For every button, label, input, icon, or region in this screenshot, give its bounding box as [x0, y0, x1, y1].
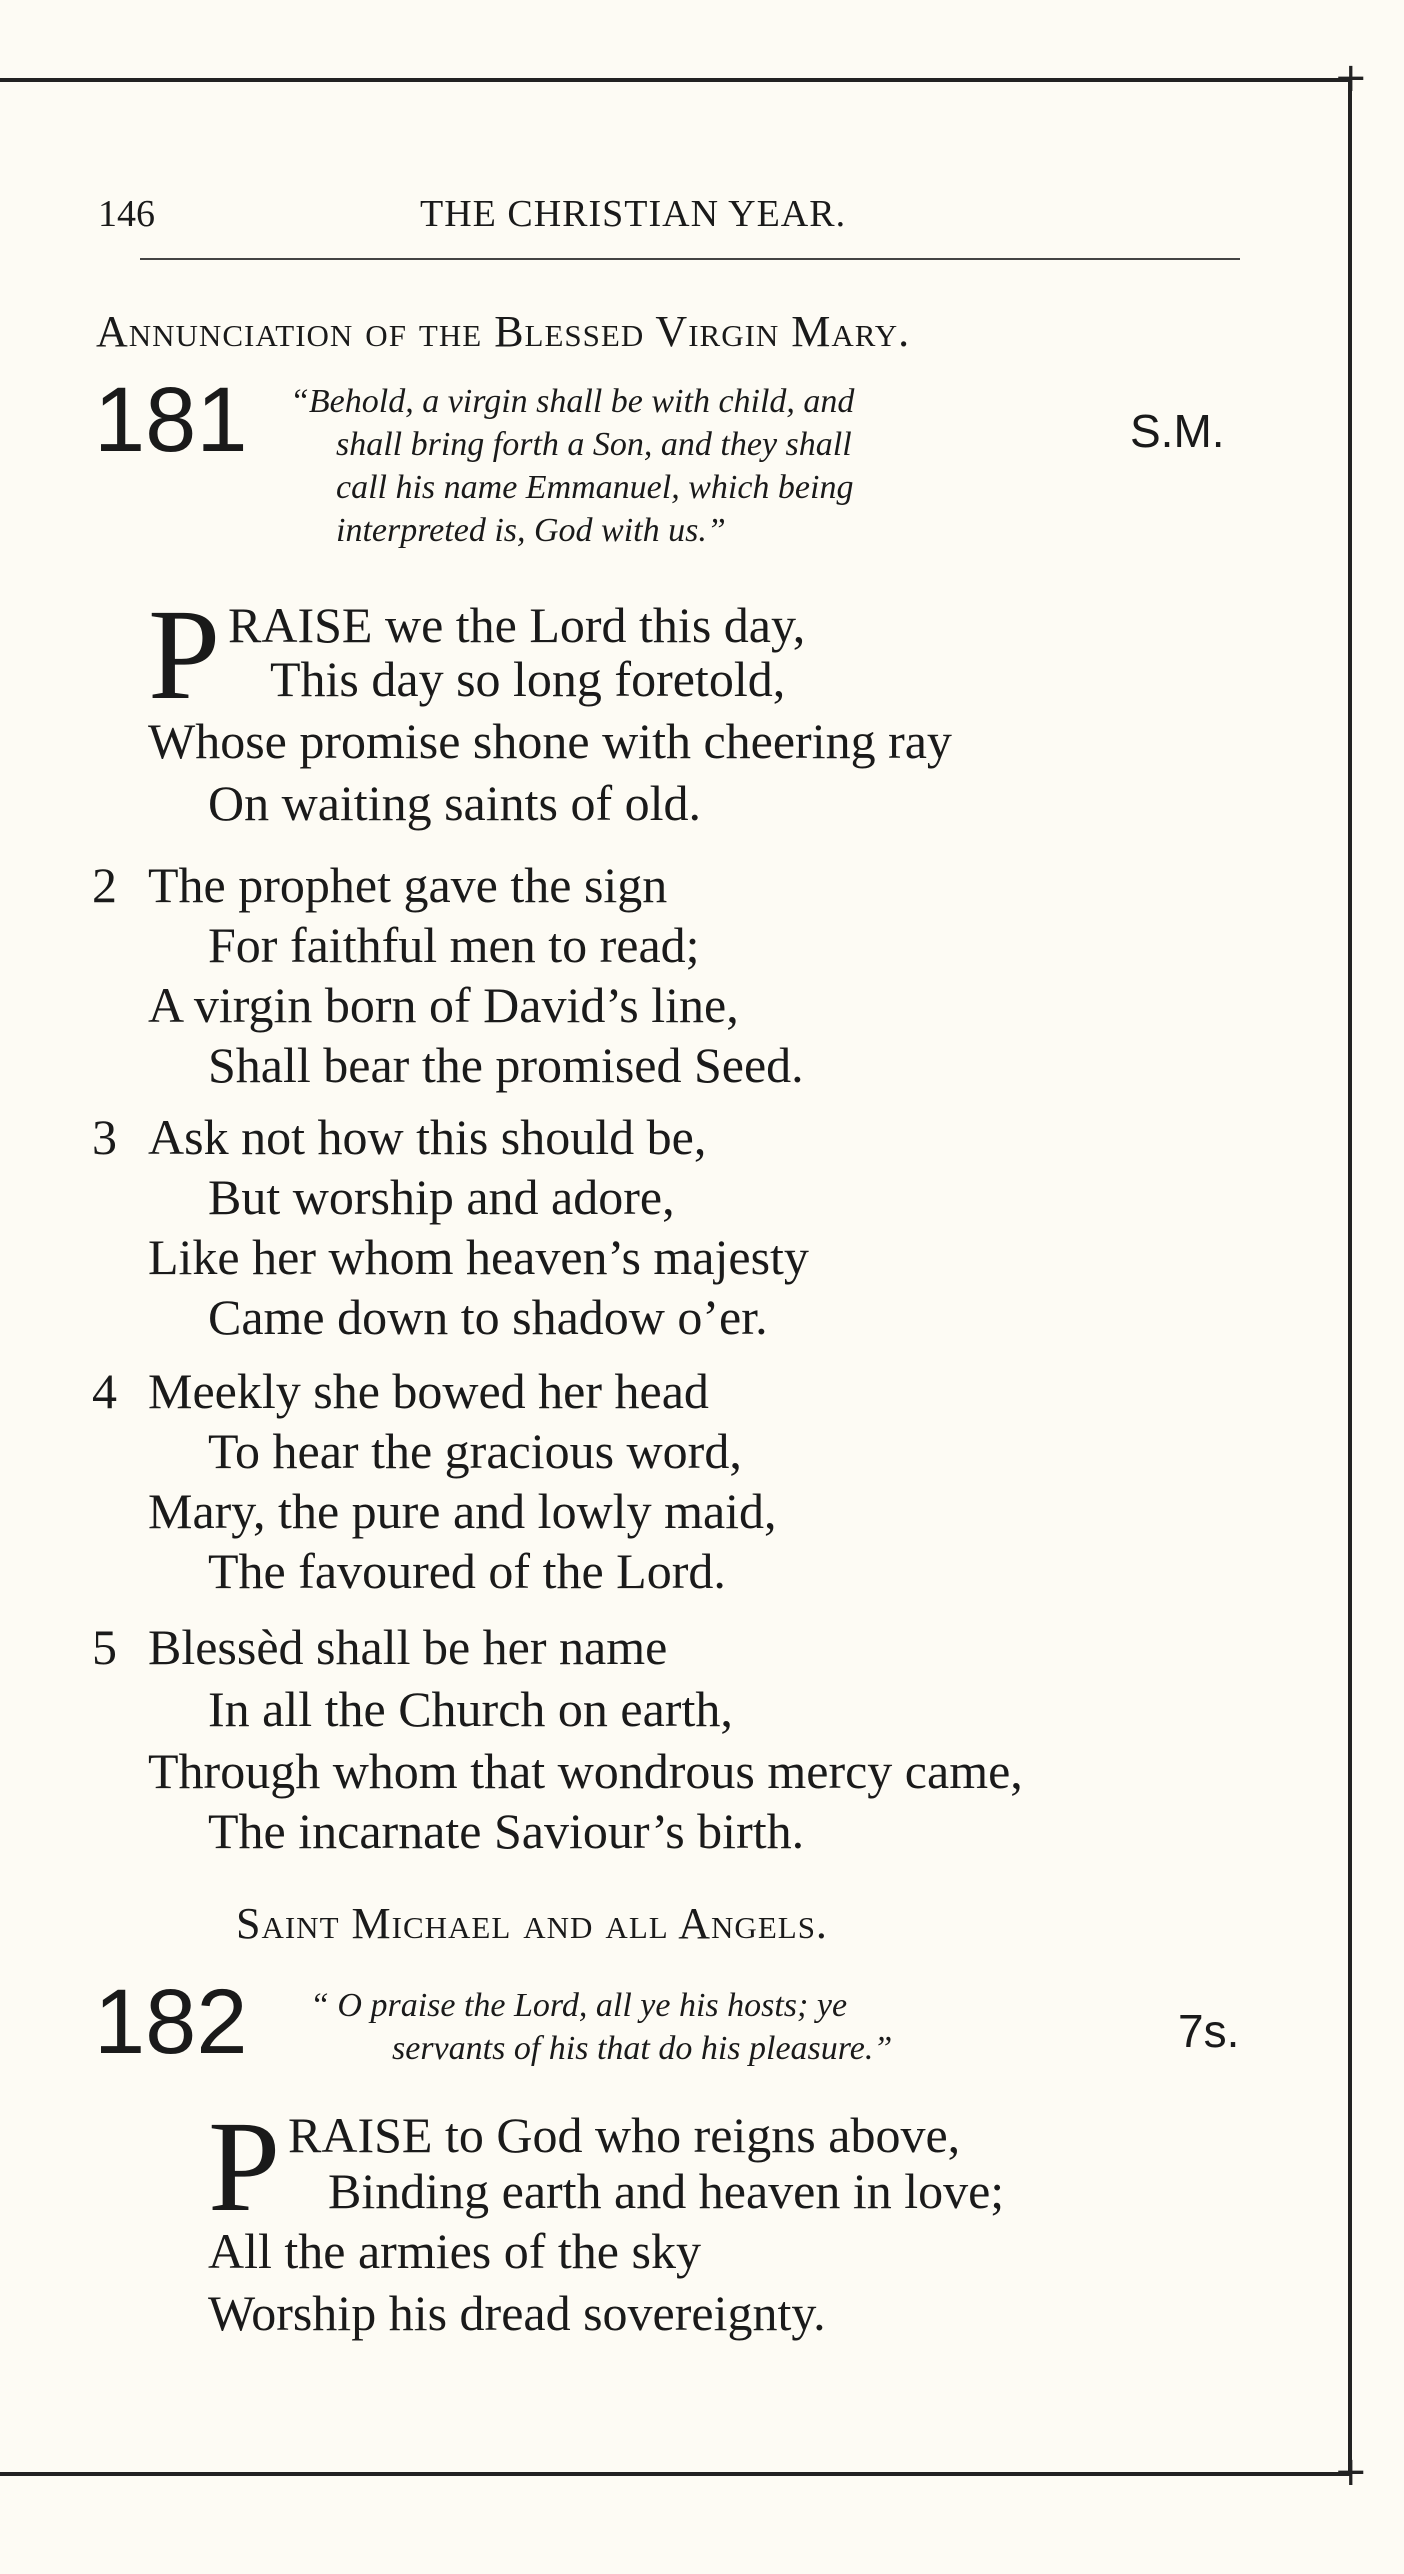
hymn-line: The prophet gave the sign [148, 857, 668, 913]
hymn-line: The favoured of the Lord. [208, 1543, 726, 1599]
hymn-line: The incarnate Saviour’s birth. [208, 1803, 805, 1859]
scripture-line: servants of his that do his pleasure.” [392, 2030, 893, 2067]
page-number: 146 [98, 193, 155, 235]
hymn-line: Like her whom heaven’s majesty [148, 1229, 809, 1285]
drop-cap: P [208, 2095, 281, 2239]
bottom-border-rule [0, 2472, 1350, 2476]
hymn-line: All the armies of the sky [208, 2223, 701, 2279]
hymn-meter: 7s. [1178, 2005, 1240, 2057]
stanza-number: 4 [92, 1363, 117, 1419]
scripture-line: call his name Emmanuel, which being [336, 469, 854, 506]
hymn-line: Blessèd shall be her name [148, 1619, 668, 1675]
hymn-line: RAISE to God who reigns above, [288, 2107, 961, 2163]
scripture-line: “Behold, a virgin shall be with child, and [290, 383, 855, 420]
running-head [98, 192, 1258, 244]
running-title: THE CHRISTIAN YEAR. [420, 193, 847, 235]
scripture-line: interpreted is, God with us.” [336, 512, 726, 549]
right-border-rule [1348, 78, 1352, 2476]
hymn-line: But worship and adore, [208, 1169, 675, 1225]
stanza-number: 5 [92, 1619, 117, 1675]
scripture-epigraph [290, 380, 1110, 552]
hymn-line: In all the Church on earth, [208, 1681, 733, 1737]
hymn-line: Ask not how this should be, [148, 1109, 707, 1165]
hymn-line: Came down to shadow o’er. [208, 1289, 768, 1345]
stanza-number: 3 [92, 1109, 117, 1165]
hymn-line: Whose promise shone with cheering ray [148, 713, 952, 769]
hymn-line: Binding earth and heaven in love; [328, 2163, 1005, 2219]
header-rule [140, 258, 1240, 260]
hymn-line: RAISE we the Lord this day, [228, 597, 806, 653]
hymn-line: On waiting saints of old. [208, 775, 702, 831]
scripture-line: “ O praise the Lord, all ye his hosts; ye [310, 1987, 848, 2024]
hymn-number: 181 [94, 369, 248, 471]
hymn-line: Meekly she bowed her head [148, 1363, 709, 1419]
hymn-number: 182 [94, 1971, 248, 2073]
scripture-line: shall bring forth a Son, and they shall [336, 426, 852, 463]
cross-ornament-icon: + [1334, 2449, 1368, 2495]
hymn-line: To hear the gracious word, [208, 1423, 742, 1479]
hymn-line: Mary, the pure and lowly maid, [148, 1483, 777, 1539]
top-border-rule [0, 78, 1350, 82]
cross-ornament-icon: + [1334, 55, 1368, 101]
scripture-epigraph [310, 1984, 1110, 2070]
hymn-meter: S.M. [1130, 405, 1225, 457]
drop-cap: P [148, 583, 221, 727]
hymn-line: Through whom that wondrous mercy came, [148, 1743, 1023, 1799]
stanza-number: 2 [92, 857, 117, 913]
hymn-line: Shall bear the promised Seed. [208, 1037, 804, 1093]
hymn-line: For faithful men to read; [208, 917, 700, 973]
section-title: Annunciation of the Blessed Virgin Mary. [96, 307, 911, 356]
hymn-line: This day so long foretold, [270, 651, 786, 707]
hymn-line: A virgin born of David’s line, [148, 977, 739, 1033]
section-title: Saint Michael and all Angels. [236, 1899, 828, 1948]
hymn-line: Worship his dread sovereignty. [208, 2285, 826, 2341]
